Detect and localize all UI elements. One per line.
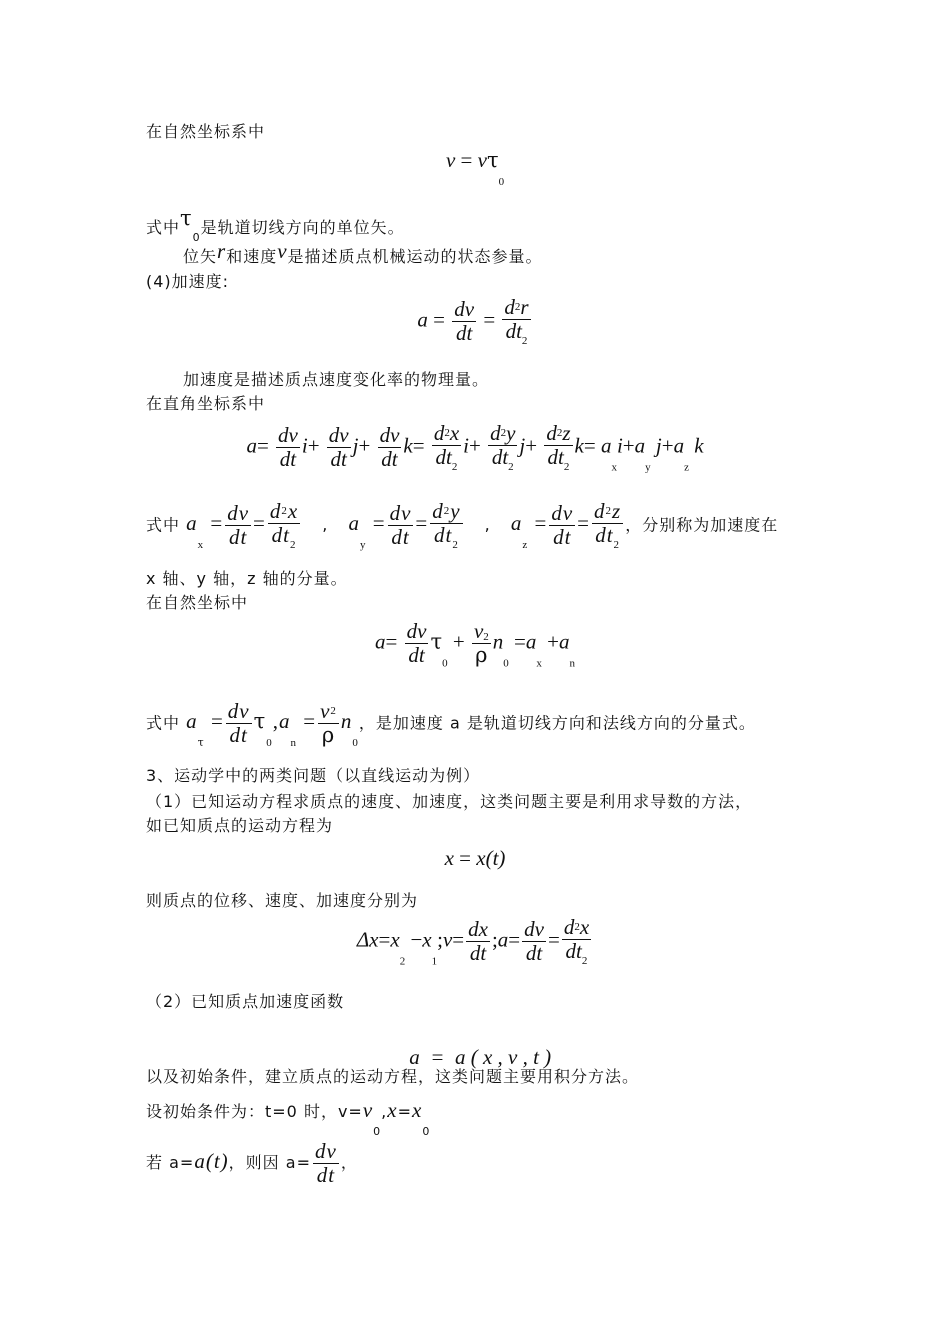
text-line-12: （1）已知运动方程求质点的速度、加速度，这类问题主要是利用求导数的方法， [146, 792, 753, 811]
text-line-15: （2）已知质点加速度函数 [146, 992, 345, 1011]
text-line-1: 在自然坐标系中 [146, 122, 266, 141]
text-line-5: 加速度是描述质点速度变化率的物理量。 [183, 370, 490, 389]
text-line-17: 设初始条件为：t=0 时，$v=v_0,x=x_0$ [146, 1098, 431, 1138]
formula-acceleration-cartesian: a= $\frac{dv}{dt}$ i+ $\frac{dv}{dt}$ j+ $\frac{dv}{dt}$ k= $\frac{d2x}{dt_2}$ i+ $\frac{d2y}{dt_2}$ j+ $\frac{d2z}{dt_2}$ $k= a_xi+a_y$ $j+a_z$ k [246, 421, 704, 474]
text-line-14: 则质点的位移、速度、加速度分别为 [146, 891, 419, 910]
formula-motion-equation: x = x(t) [444, 846, 506, 870]
formula-acceleration-function: a = a ( x , v , t ) [409, 1045, 552, 1069]
text-line-8: x 轴、y 轴，z 轴的分量。 [146, 569, 348, 588]
formula-acceleration-natural: a= $\frac{dv}{dt}$ $\tau_0$ + $\frac{v2}{\rho}$ $n_0 =a_x +a_n$ [375, 619, 575, 670]
text-line-16: 以及初始条件，建立质点的运动方程，这类问题主要用积分方法。 [146, 1067, 640, 1086]
text-line-18: 若 a=a(t)，则因 a= $\frac{dv}{dt}$ ， [146, 1139, 358, 1188]
formula-displacement-velocity-acceleration: $\Delta x=x_2$ $-x_1;v=$ $\frac{dx}{dt}$ ;a= $\frac{dv}{dt}$ = $\frac{d2x}{dt_2}$ [356, 915, 590, 968]
text-line-4: (4)加速度: [146, 272, 230, 291]
text-line-2: 式中$\tau_0$是轨道切线方向的单位矢。 [146, 206, 405, 244]
text-line-9: 在自然坐标中 [146, 593, 249, 612]
formula-velocity-natural: $v = v\tau_0$ [445, 148, 505, 188]
text-line-10: 式中 $a_\tau$ = $\frac{dv}{dt}$ $\tau_0,a_n$ = $\frac{v2}{\rho}$ $n_0$，是加速度 a 是轨道切线方向和法线方向的分量式。 [146, 699, 756, 750]
text-line-7: 式中 $a_x$ = $\frac{dv}{dt}$ = $\frac{d2x}{dt_2}$ , $a_y$ = $\frac{dv}{dt}$ = $\frac{d2y}{dt_2}$ , $a_z$ = $\frac{dv}{dt}$ = $\frac{d2z}{dt_2}$ ，分别称为加速度在 [146, 499, 779, 552]
text-line-3: 位矢r和速度v是描述质点机械运动的状态参量。 [183, 239, 543, 266]
formula-acceleration: a = $\frac{dv}{dt}$ = $\frac{d2r}{dt_2}$ [417, 295, 529, 348]
text-line-11: 3、运动学中的两类问题（以直线运动为例） [146, 766, 481, 785]
text-line-6: 在直角坐标系中 [146, 394, 266, 413]
text-line-13: 如已知质点的运动方程为 [146, 816, 334, 835]
